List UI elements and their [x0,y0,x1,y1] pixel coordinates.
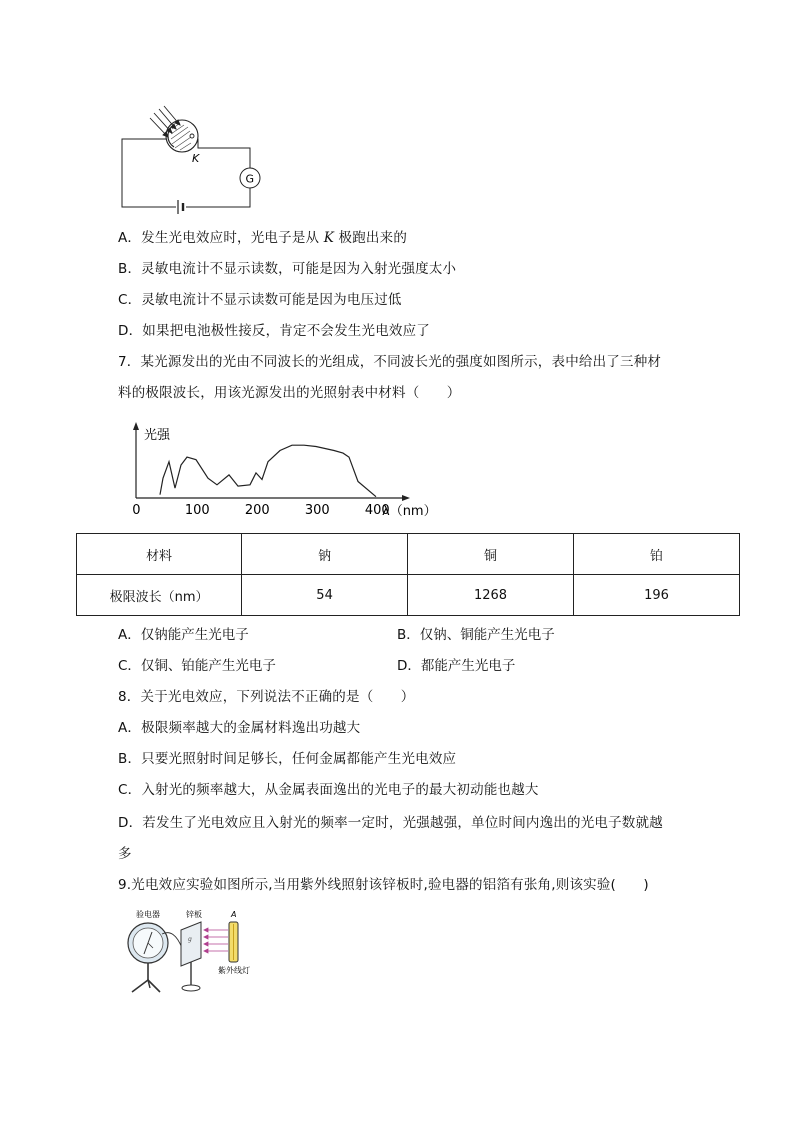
q8-stem: 8．关于光电效应，下列说法不正确的是（ ） [118,689,415,705]
lamp-a-label: A [231,910,237,919]
table-cell: 54 [242,575,408,616]
x-tick-label: 300 [304,503,330,518]
x-tick-label: 200 [244,503,270,518]
phototube-circuit-figure [110,105,270,217]
table-header-cell: 铂 [574,534,740,575]
y-axis-arrow [133,422,139,430]
zinc-plate-label: 锌板 [186,910,202,919]
limit-wavelength-table [76,533,740,616]
table-header-cell: 钠 [242,534,408,575]
x-tick-label: 100 [184,503,210,518]
table-cell: 196 [574,575,740,616]
electrode-k-label: K [192,152,200,165]
q6-option-c: C．灵敏电流计不显示读数可能是因为电压过低 [118,292,402,308]
chart-axes [133,422,410,501]
q8-option-c: C．入射光的频率越大，从金属表面逸出的光电子的最大初动能也越大 [118,782,539,798]
intensity-curve [160,445,376,497]
x-tick-label: 0 [132,503,141,518]
x-tick-label: 400 [364,503,390,518]
table-row [77,575,740,616]
q8-option-a: A．极限频率越大的金属材料逸出功越大 [118,720,361,736]
table-cell: 1268 [408,575,574,616]
q7-option-c: C．仅铜、铂能产生光电子 [118,658,276,674]
q9-stem: 9.光电效应实验如图所示,当用紫外线照射该锌板时,验电器的铝箔有张角,则该实验( ) [118,877,649,893]
q6-option-d: D．如果把电池极性接反，肯定不会发生光电效应了 [118,323,430,339]
zinc-plate [181,922,201,966]
table-header-cell: 材料 [77,534,242,575]
q7-option-d: D．都能产生光电子 [397,658,516,674]
x-axis-label: λ（nm） [382,504,437,519]
electroscope-experiment-figure [124,908,264,996]
spectrum-chart [126,420,446,520]
y-axis-label: 光强 [144,428,171,443]
q7-stem-line2: 料的极限波长，用该光源发出的光照射表中材料（ ） [118,385,461,401]
q8-option-d-line1: D．若发生了光电效应且入射光的频率一定时，光强越强，单位时间内逸出的光电子数就越 [118,815,663,831]
q8-option-d-line2: 多 [118,846,132,862]
table-row-label: 极限波长（nm） [77,575,242,616]
table-header-cell: 铜 [408,534,574,575]
electroscope-label: 验电器 [136,910,160,919]
q7-option-b: B．仅钠、铜能产生光电子 [397,627,555,643]
uv-rays [204,928,228,953]
q6-option-a: A．发生光电效应时，光电子是从 K 极跑出来的 [118,230,408,246]
svg-text:g: g [188,936,192,943]
x-axis-arrow [402,495,410,501]
q6-option-b: B．灵敏电流计不显示读数，可能是因为入射光强度太小 [118,261,457,277]
galvanometer-g-label: G [245,172,255,186]
uv-lamp-label: 紫外线灯 [218,966,250,975]
table-header-row [77,534,740,575]
q8-option-b: B．只要光照射时间足够长，任何金属都能产生光电效应 [118,751,457,767]
q7-stem-line1: 7．某光源发出的光由不同波长的光组成，不同波长光的强度如图所示，表中给出了三种材 [118,354,662,370]
q7-option-a: A．仅钠能产生光电子 [118,627,249,643]
